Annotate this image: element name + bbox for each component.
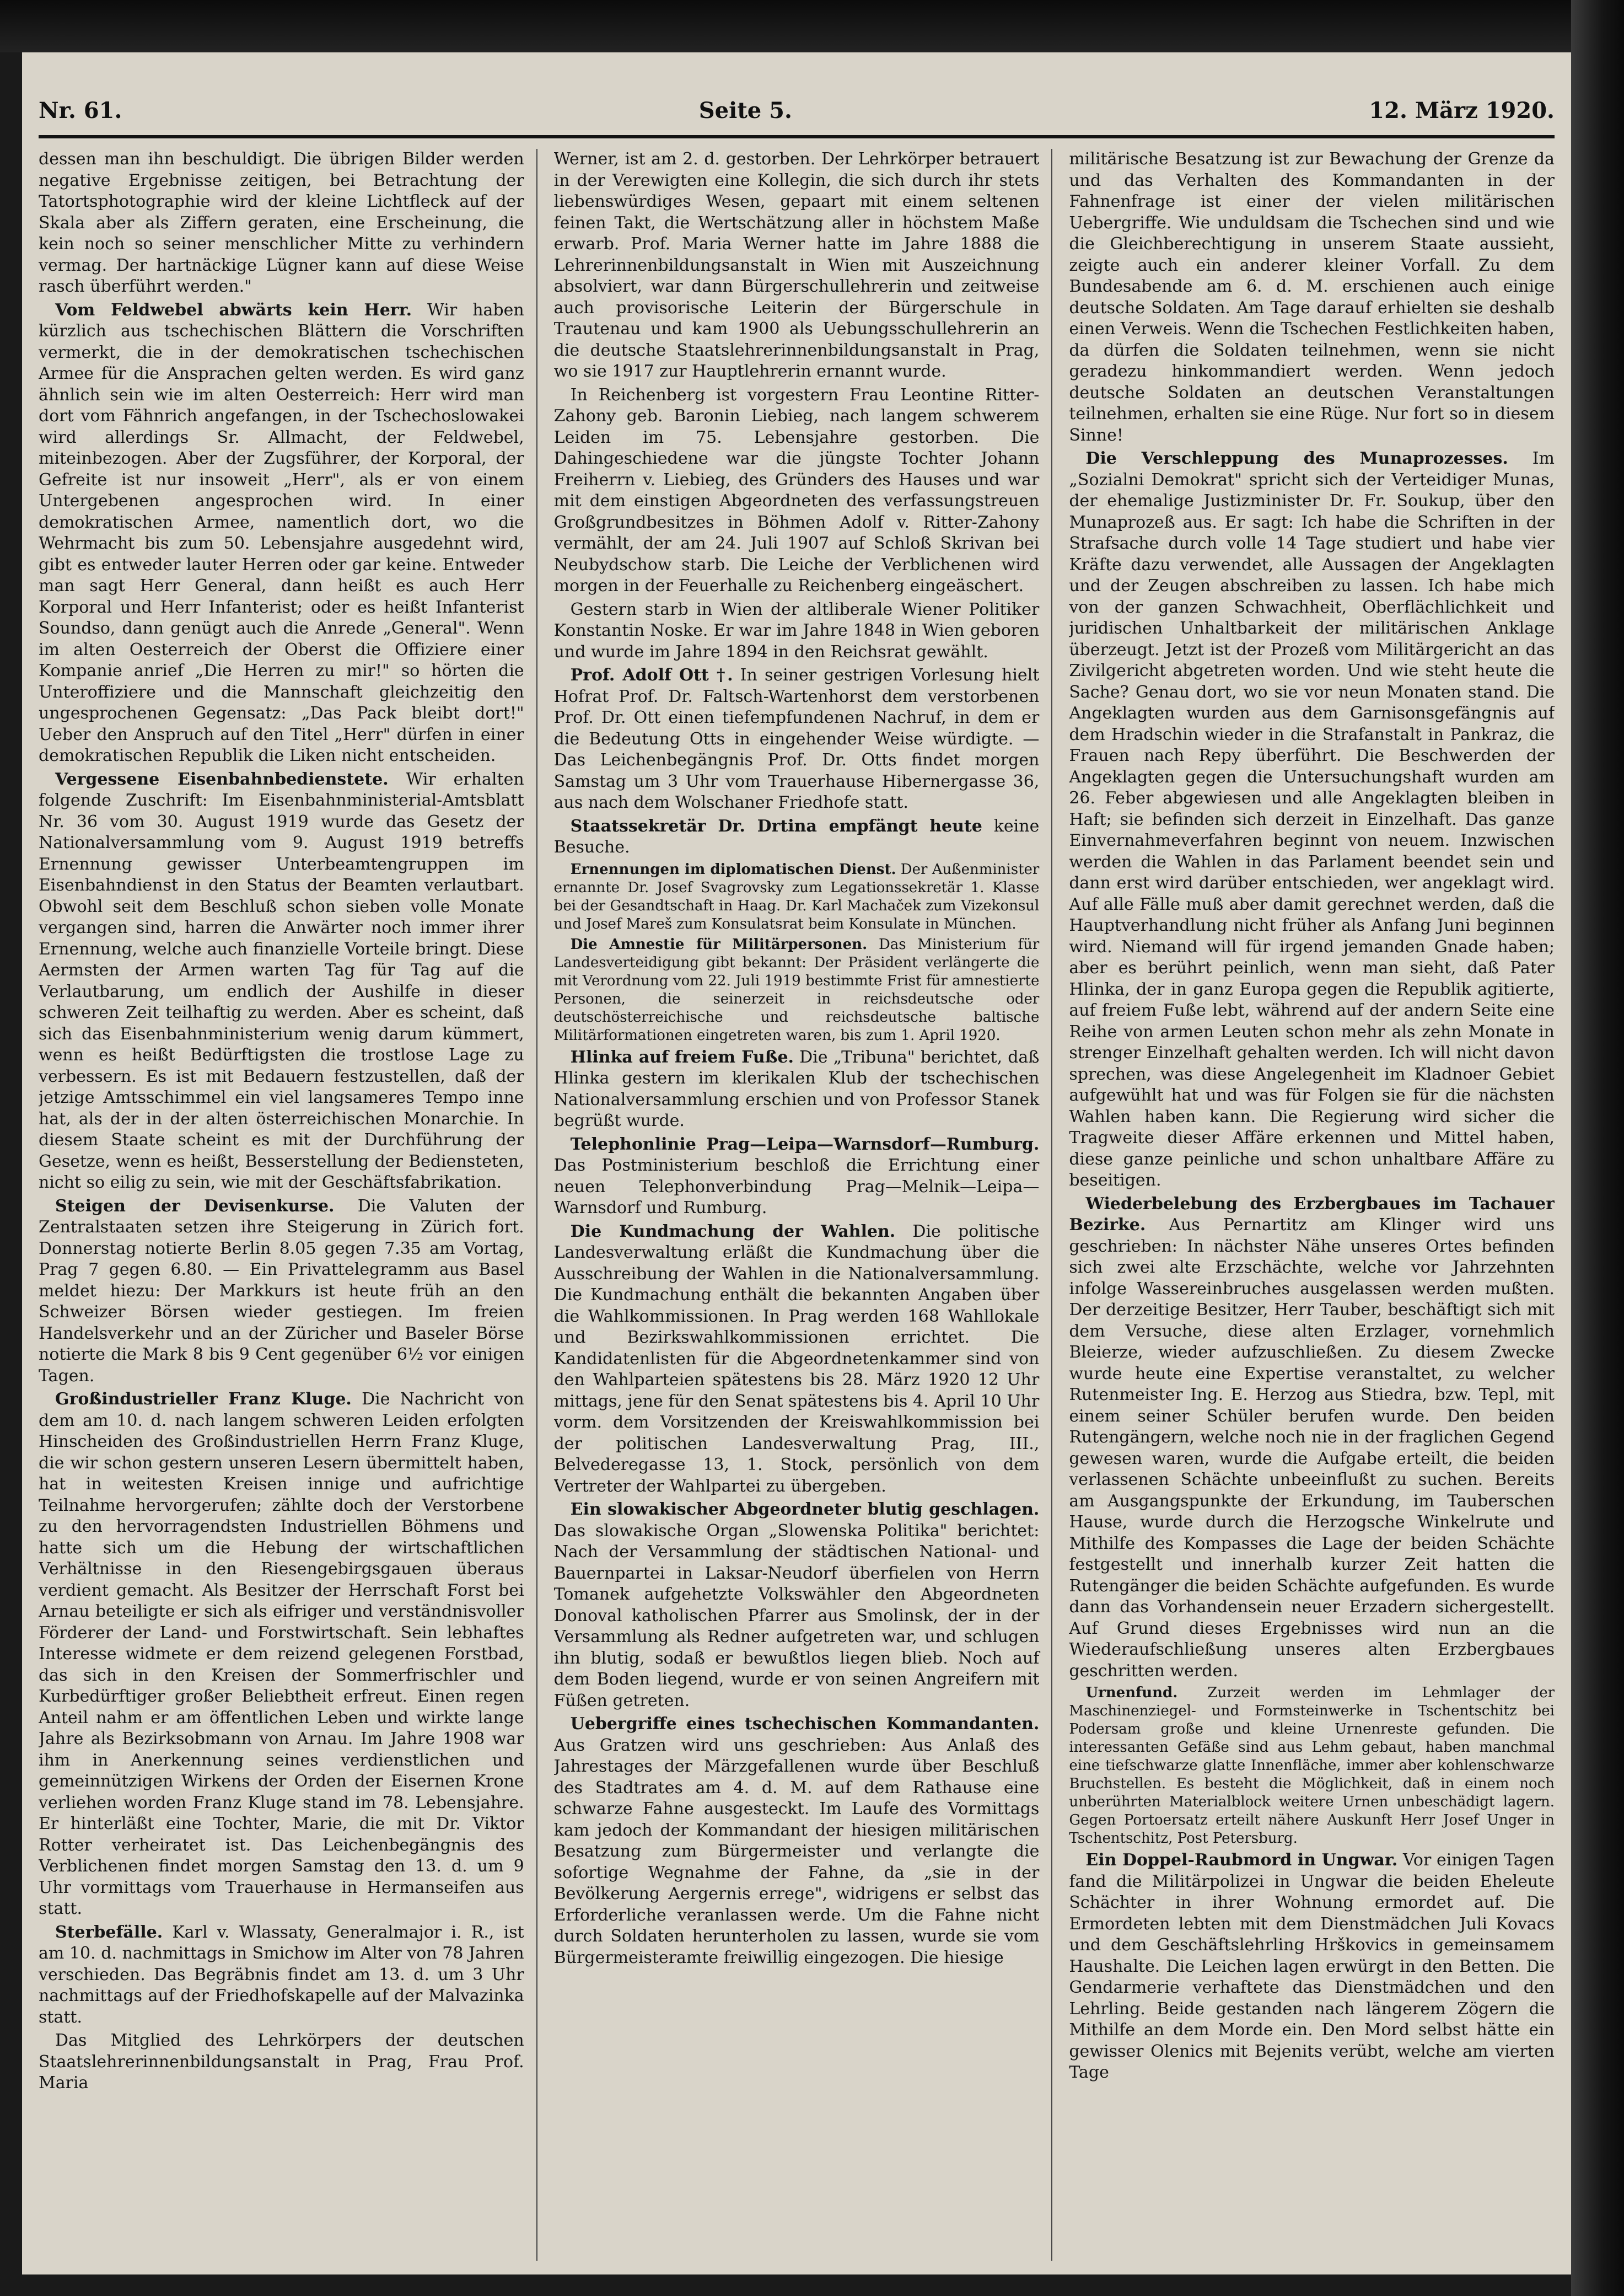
article-paragraph	[554, 599, 1040, 663]
article-paragraph	[39, 300, 524, 767]
article-paragraph	[554, 1714, 1040, 1968]
article-headline: Vom Feldwebel abwärts kein Herr.	[55, 300, 412, 320]
article-headline: Sterbefälle.	[55, 1922, 163, 1942]
issue-number: Nr. 61.	[39, 97, 122, 124]
article-headline: Die Verschleppung des Munaprozesses.	[1085, 449, 1508, 468]
article-text: dessen man ihn beschuldigt. Die übrigen Bilder werden negative Ergebnisse zeitigen, bei Betrachtung der Tatortsphotographie wird der kleine Lichtfleck auf der Skala aber als Ziffern geraten, eine Erscheinung, die kein noch so seiner menschlicher Mitte zu verhindern vermag. Der hartnäckige Lügner kann auf diese Weise rasch überführt werden."	[39, 149, 524, 296]
page-number: Seite 5.	[698, 97, 792, 124]
article-headline: Wiederbelebung des Erzbergbaues im Tachauer Bezirke.	[1069, 1194, 1555, 1235]
article-paragraph	[554, 1134, 1040, 1219]
article-paragraph	[39, 1922, 524, 2029]
article-text: Wir erhalten folgende Zuschrift: Im Eisenbahnministerial-Amtsblatt Nr. 36 vom 30. August 1919 wurde das Gesetz der Nationalversammlung vom 9. August 1919 betreffs Ernennung gewisser Unterbeamtengruppen im Eisenbahndienst in den Status der Beamten verlautbart. Obwohl seit dem Beschluß schon sieben volle Monate vergangen sind, harren die Anwärter noch immer ihrer Ernennung, welche auch finanzielle Vorteile bringt. Diese Aermsten der Armen warten Tag für Tag auf die Verlautbarung, um endlich der Aushilfe in dieser schweren Zeit teilhaftig zu werden. Aber es scheint, daß sich das Eisenbahnministerium wenig darum kümmert, wenn es heißt Bedürftigsten die trostlose Lage zu verbessern. Es ist mit Bedauern festzustellen, daß der jetzige Amtsschimmel ein viel langsameres Tempo inne hat, als der in der alten österreichischen Monarchie. In diesem Staate scheint es mit der Durchführung der Gesetze, wenn es heißt, Besserstellung der Bediensteten, nicht so eilig zu sein, wie mit der Geschäftsfabrikation.	[39, 769, 524, 1192]
column-1	[39, 149, 537, 2261]
article-text: Gestern starb in Wien der altliberale Wiener Politiker Konstantin Noske. Er war im Jahre 1848 in Wien geboren und wurde im Jahre 1894 in den Reichsrat gewählt.	[553, 599, 1040, 662]
article-text: Wir haben kürzlich aus tschechischen Blättern die Vorschriften vermerkt, die in der demokratischen tschechischen Armee für die Ansprachen gelten werden. Es wird ganz ähnlich sein wie im alten Oesterreich: Herr wird man dort vom Fähnrich angefangen, in der Tschechoslowakei wird allerdings Sr. Allmacht, der Feldwebel, miteinbezogen. Aber der Zugsführer, der Korporal, der Gefreite ist nur insoweit „Herr", als er von einem Untergebenen angesprochen wird. In einer demokratischen Armee, namentlich dort, wo die Wehrmacht bis zum 50. Lebensjahre ausgedehnt wird, gibt es entweder lauter Herren oder gar keine. Entweder man sagt Herr General, dann heißt es auch Herr Korporal und Herr Infanterist; oder es heißt Infanterist Soundso, dann genügt auch die Anrede „General". Wenn im alten Oesterreich der Oberst die Offiziere einer Kompanie anrief „Die Herren zu mir!" so hörten die Unteroffiziere und die Mannschaft gleichzeitig den ungesprochenen Gegensatz: „Das Pack bleibt dort!" Ueber den Anspruch auf den Titel „Herr" dürfen in einer demokratischen Republik die Liken nicht entscheiden.	[39, 300, 524, 765]
article-paragraph	[39, 769, 524, 1194]
article-text: Das slowakische Organ „Slowenska Politika" berichtet: Nach der Versammlung der städtischen National- und Bauernpartei in Laksar-Neudorf überfielen von Herrn Tomanek aufgehetzte Volkswähler den Abgeordneten Donoval katholischen Pfarrer aus Smolinsk, der in der Versammlung als Redner aufgetreten war, und schlugen ihn blutig, sodaß er bewußtlos liegen blieb. Noch auf dem Boden liegend, wurde er von seinen Angreifern mit Füßen getreten.	[553, 1521, 1040, 1710]
article-paragraph	[1069, 1850, 1555, 2084]
article-text: Die „Tribuna" berichtet, daß Hlinka gestern im klerikalen Klub der tschechischen Nationalversammlung erschien und von Professor Stanek begrüßt wurde.	[553, 1047, 1040, 1130]
article-text: Karl v. Wlassaty, Generalmajor i. R., ist am 10. d. nachmittags in Smichow im Alter von 78 Jahren verschieden. Das Begräbnis findet am 13. d. um 3 Uhr nachmittags auf der Friedhofskapelle auf der Malvazinka statt.	[39, 1922, 524, 2027]
article-paragraph	[1069, 448, 1555, 1192]
article-text: Aus Gratzen wird uns geschrieben: Aus Anlaß des Jahrestages der Märzgefallenen wurde über Beschluß des Stadtrates am 4. d. M. auf dem Rathause eine schwarze Fahne ausgesteckt. Im Laufe des Vormittags kam jedoch der Kommandant der hiesigen militärischen Besatzung zum Bürgermeister und verlangte die sofortige Wegnahme der Fahne, da „sie in der Bevölkerung Aergernis errege", widrigens er selbst das Erforderliche veranlassen werde. Um die Fahne nicht durch Soldaten herunterholen zu lassen, wurde sie vom Bürgermeisteramte freiwillig eingezogen. Die hiesige	[553, 1735, 1040, 1967]
article-headline: Ein Doppel-Raubmord in Ungwar.	[1085, 1850, 1398, 1870]
article-headline: Uebergriffe eines tschechischen Kommandanten.	[570, 1714, 1040, 1734]
scan-right-margin	[1571, 0, 1624, 2296]
article-headline: Ernennungen im diplomatischen Dienst.	[570, 861, 896, 878]
article-paragraph	[39, 2030, 524, 2094]
article-text: Zurzeit werden im Lehmlager der Maschinenziegel- und Formsteinwerke in Tschentschitz bei Podersam große und kleine Urnenreste gefunden. Die interessanten Gefäße sind aus Lehm gebaut, haben manchmal eine tiefschwarze glatte Innenfläche, immer aber kohlenschwarze Bruchstellen. Es besteht die Möglichkeit, daß in einem noch unberührten Materialblock weitere Urnen unbeschädigt lagern. Gegen Portoersatz erteilt nähere Auskunft Herr Josef Unger in Tschentschitz, Post Petersburg.	[1069, 1685, 1555, 1847]
article-paragraph	[554, 861, 1040, 934]
article-headline: Steigen der Devisenkurse.	[55, 1196, 335, 1216]
article-paragraph	[1069, 1194, 1555, 1682]
article-headline: Telephonlinie Prag—Leipa—Warnsdorf—Rumburg.	[570, 1134, 1040, 1154]
article-text: Das Postministerium beschloß die Errichtung einer neuen Telephonverbindung Prag—Melnik—Leipa—Warnsdorf und Rumburg.	[553, 1156, 1040, 1217]
article-text: keine Besuche.	[553, 816, 1040, 857]
article-text: militärische Besatzung ist zur Bewachung der Grenze da und das Verhalten des Kommandanten in der Fahnenfrage ist einer der vielen militärischen Uebergriffe. Wie unduldsam die Tschechen sind und wie die Gleichberechtigung in unserem Staate aussieht, zeigte auch ein anderer kleiner Vorfall. Zu dem Bundesabende am 6. d. M. erschienen auch einige deutsche Soldaten. Am Tage darauf erhielten sie deshalb einen Verweis. Wenn die Tschechen Festlichkeiten haben, da dürfen die Soldaten teilnehmen, wenn sie nicht geradezu hinkommandiert werden. Wenn jedoch deutsche Soldaten an deutschen Veranstaltungen teilnehmen, erhalten sie eine Rüge. Nur fort so in diesem Sinne!	[1069, 149, 1555, 445]
article-paragraph	[554, 1047, 1040, 1132]
article-text: Vor einigen Tagen fand die Militärpolizei in Ungwar die beiden Eheleute Schächter in ihrer Wohnung ermordet auf. Die Ermordeten lebten mit dem Dienstmädchen Juli Kovacs und dem Geschäftslehrling Hrškovics in gemeinsamem Haushalte. Die Leichen lagen erwürgt in den Betten. Die Gendarmerie verhaftete das Dienstmädchen und den Lehrling. Beide gestanden nach längerem Zögern die Mithilfe an dem Morde ein. Den Mord selbst hätte ein gewisser Olenics mit Bejenits verübt, welche am vierten Tage	[1069, 1850, 1555, 2082]
article-paragraph	[39, 1196, 524, 1387]
article-headline: Ein slowakischer Abgeordneter blutig geschlagen.	[570, 1500, 1040, 1519]
article-paragraph	[1069, 149, 1555, 446]
article-headline: Urnenfund.	[1085, 1685, 1178, 1701]
article-text: Der Außenminister ernannte Dr. Josef Svagrovsky zum Legationssekretär 1. Klasse bei der Gesandtschaft in Haag. Dr. Karl Machaček zum Vizekonsul und Josef Mareš zum Konsulatsrat beim Konsulate in München.	[553, 861, 1040, 932]
header-rule	[39, 135, 1555, 138]
article-text: Die Nachricht von dem am 10. d. nach langem schweren Leiden erfolgten Hinscheiden des Großindustriellen Herrn Franz Kluge, die wir schon gestern unseren Lesern übermittelt haben, hat in weitesten Kreisen innige und aufrichtige Teilnahme hervorgerufen; zählte doch der Verstorbene zu den hervorragendsten Industriellen Böhmens und hatte sich um die Hebung der wirtschaftlichen Verhältnisse in den Riesengebirgsgauen überaus verdient gemacht. Als Besitzer der Herrschaft Forst bei Arnau beteiligte er sich als eifriger und verständnisvoller Förderer der Land- und Forstwirtschaft. Sein lebhaftes Interesse widmete er dem reizend gelegenen Forstbad, das sich in den Kreisen der Sommerfrischler und Kurbedürftiger großer Beliebtheit erfreut. Einen regen Anteil nahm er am öffentlichen Leben und wirkte lange Jahre als Bezirksobmann von Arnau. Im Jahre 1908 war ihm in Anerkennung seines verdienstlichen und gemeinnützigen Wirkens der Orden der Eisernen Krone verliehen worden Franz Kluge stand im 78. Lebensjahre. Er hinterläßt eine Tochter, Marie, die mit Dr. Viktor Rotter verheiratet ist. Das Leichenbegängnis des Verblichenen findet morgen Samstag den 13. d. um 9 Uhr vormittags vom Trauerhause in Hermanseifen aus statt.	[39, 1390, 524, 1918]
article-paragraph	[554, 1221, 1040, 1498]
article-headline: Hlinka auf freiem Fuße.	[570, 1047, 794, 1067]
article-text: Aus Pernartitz am Klinger wird uns geschrieben: In nächster Nähe unseres Ortes befinden sich zwei alte Erzschächte, welche vor Jahrzehnten infolge Wassereinbruches ausgelassen werden mußten. Der derzeitige Besitzer, Herr Tauber, beschäftigt sich mit dem Versuche, diese alten Erzlager, vornehmlich Bleierze, wieder aufzuschließen. Zu diesem Zwecke wurde heute eine Expertise veranstaltet, zu welcher Rutenmeister Ing. E. Herzog aus Stiedra, bzw. Tepl, mit einem seiner Schüler berufen wurde. Den beiden Rutengängern, welche noch nie in der fraglichen Gegend gewesen waren, wurde die Aufgabe erteilt, die beiden verlassenen Schächte unbeeinflußt zu suchen. Bereits am Ausgangspunkte der Erkundung, im Tauberschen Hause, wurde durch die Herzogsche Winkelrute und Mithilfe des Kompasses die Lage der beiden Schächte festgestellt und innerhalb kurzer Zeit hatten die Rutengänger die beiden Schächte aufgefunden. Es wurde dann das Vorhandensein neuer Erzadern sichergestellt. Auf Grund dieses Ergebnisses wird nun an die Wiederaufschließung unseres alten Erzbergbaues geschritten werden.	[1069, 1215, 1555, 1681]
article-text: Im „Sozialni Demokrat" spricht sich der Verteidiger Munas, der ehemalige Justizminister Dr. Fr. Soukup, über den Munaprozeß aus. Er sagt: Ich habe die Schriften in der Strafsache durch volle 14 Tage studiert und habe vier Kräfte dazu verwendet, alle Aussagen der Angeklagten und der Zeugen abschreiben zu lassen. Ich habe mich von der ganzen Schwachheit, Oberflächlichkeit und juridischen Unhaltbarkeit der militärischen Anklage überzeugt. Jetzt ist der Prozeß vom Militärgericht an das Zivilgericht abgetreten worden. Und wie steht heute die Sache? Genau dort, wo sie vor neun Monaten stand. Die Angeklagten wurden aus dem Garnisonsgefängnis auf dem Hradschin wieder in die Strafanstalt in Pankraz, die Frauen nach Repy überführt. Die Beschwerden der Angeklagten gegen die Untersuchungshaft wurden am 26. Feber abgewiesen und alle Angeklagten bleiben in Haft; sie befinden sich derzeit in Einzelhaft. Das ganze Einvernahmeverfahren beginnt von neuem. Inzwischen werden die Wahlen in das Parlament beendet sein und dann erst wird darüber entschieden, wer angeklagt wird. Auf alle Fälle muß aber damit gerechnet werden, daß die Hauptverhandlung nicht früher als Anfang Juni beginnen wird. Niemand will für irgend jemanden Gnade haben; aber es berührt peinlich, wenn man sieht, daß Pater Hlinka, der in ganz Europa gegen die Republik agitierte, auf freiem Fuße lebt, während auf der andern Seite eine Reihe von armen Leuten schon mehr als zehn Monate in strenger Einzelhaft gehalten werden. Ich will nicht davon sprechen, was diese Angelegenheit im Kladnoer Gebiet aufgewühlt hat und was für Folgen sie für die nächsten Wahlen haben kann. Die Regierung wird sicher die Tragweite dieser Affäre erkennen und Mittel haben, diese ganze peinliche und schon unhaltbare Affäre zu beseitigen.	[1069, 449, 1555, 1190]
article-headline: Staatssekretär Dr. Drtina empfängt heute	[570, 816, 982, 836]
article-paragraph	[554, 149, 1040, 383]
page-header	[39, 91, 1555, 130]
column-2	[554, 149, 1053, 2261]
article-headline: Die Amnestie für Militärpersonen.	[570, 936, 868, 953]
article-paragraph	[554, 1499, 1040, 1712]
article-headline: Großindustrieller Franz Kluge.	[55, 1390, 352, 1409]
article-paragraph	[554, 665, 1040, 814]
article-paragraph	[554, 816, 1040, 859]
newspaper-page	[22, 52, 1571, 2274]
article-paragraph	[1069, 1684, 1555, 1848]
article-paragraph	[554, 385, 1040, 597]
column-3	[1069, 149, 1555, 2261]
article-paragraph	[554, 936, 1040, 1045]
article-text: Werner, ist am 2. d. gestorben. Der Lehrkörper betrauert in der Verewigten eine Kollegin, die sich durch ihr stets liebenswürdiges Wesen, gepaart mit einem seltenen feinen Takt, die Wertschätzung aller in höchstem Maße erwarb. Prof. Maria Werner hatte im Jahre 1888 die Lehrerinnenbildungsanstalt in Wien mit Auszeichnung absolviert, war dann Bürgerschullehrerin und zeitweise auch provisorische Leiterin der Bürgerschule in Trautenau und kam 1900 als Uebungsschullehrerin an die deutsche Staatslehrerinnenbildungsanstalt in Prag, wo sie 1917 zur Hauptlehrerin ernannt wurde.	[553, 149, 1040, 381]
article-text: In Reichenberg ist vorgestern Frau Leontine Ritter-Zahony geb. Baronin Liebieg, nach langem schwerem Leiden im 75. Lebensjahre gestorben. Die Dahingeschiedene war die jüngste Tochter Johann Freiherrn v. Liebieg, des Gründers des Hauses und war mit dem einstigen Abgeordneten des verfassungstreuen Großgrundbesitzes in Böhmen Adolf v. Ritter-Zahony vermählt, der am 24. Juli 1907 auf Schloß Skrivan bei Neubydschow starb. Die Leiche der Verblichenen wird morgen in der Feuerhalle zu Reichenberg eingeäschert.	[553, 385, 1040, 596]
article-text: In seiner gestrigen Vorlesung hielt Hofrat Prof. Dr. Faltsch-Wartenhorst dem verstorbenen Prof. Dr. Ott einen tiefempfundenen Nachruf, in dem er die Bedeutung Otts in eingehender Weise würdigte. — Das Leichenbegängnis Prof. Dr. Otts findet morgen Samstag um 3 Uhr vom Trauerhause Hibernergasse 36, aus nach dem Wolschaner Friedhofe statt.	[553, 666, 1040, 812]
article-text: Die politische Landesverwaltung erläßt die Kundmachung über die Ausschreibung der Wahlen in die Nationalversammlung. Die Kundmachung enthält die bekannten Angaben über die Wahlkommissionen. In Prag werden 168 Wahllokale und Bezirkswahlkommissionen errichtet. Die Kandidatenlisten für die Abgeordnetenkammer sind von den Wahlparteien spätestens bis 28. März 1920 12 Uhr mittags, jene für den Senat spätestens bis 4. April 10 Uhr vorm. dem Vorsitzenden der Kreiswahlkommission bei der politischen Landesverwaltung Prag, III., Belvederegasse 13, 1. Stock, persönlich von dem Vertreter der Wahlpartei zu übergeben.	[553, 1221, 1040, 1496]
article-text: Das Mitglied des Lehrkörpers der deutschen Staatslehrerinnenbildungsanstalt in Prag, Frau Prof. Maria	[39, 2031, 524, 2093]
article-text: Das Ministerium für Landesverteidigung gibt bekannt: Der Präsident verlängerte die mit Verordnung vom 22. Juli 1919 bestimmte Frist für amnestierte Personen, die seinerzeit in reichsdeutsche oder deutschösterreichische und reichsdeutsche baltische Militärformationen eingetreten waren, bis zum 1. April 1920.	[553, 936, 1040, 1044]
article-headline: Die Kundmachung der Wahlen.	[570, 1221, 896, 1241]
article-headline: Prof. Adolf Ott †.	[570, 666, 733, 685]
article-text: Die Valuten der Zentralstaaten setzen ihre Steigerung in Zürich fort. Donnerstag notierte Berlin 8.05 gegen 7.35 am Vortag, Prag 7 gegen 6.80. — Ein Privattelegramm aus Basel meldet hiezu: Der Markkurs ist heute früh an den Schweizer Börsen wieder gestiegen. Im freien Handelsverkehr und an der Züricher und Baseler Börse notierte die Mark 8 bis 9 Cent gegenüber 6½ vor einigen Tagen.	[39, 1196, 524, 1386]
article-paragraph	[39, 149, 524, 298]
article-paragraph	[39, 1389, 524, 1920]
scan-top-margin	[0, 0, 1624, 52]
issue-date: 12. März 1920.	[1369, 97, 1555, 124]
article-headline: Vergessene Eisenbahnbedienstete.	[55, 769, 389, 789]
article-columns	[39, 149, 1555, 2261]
